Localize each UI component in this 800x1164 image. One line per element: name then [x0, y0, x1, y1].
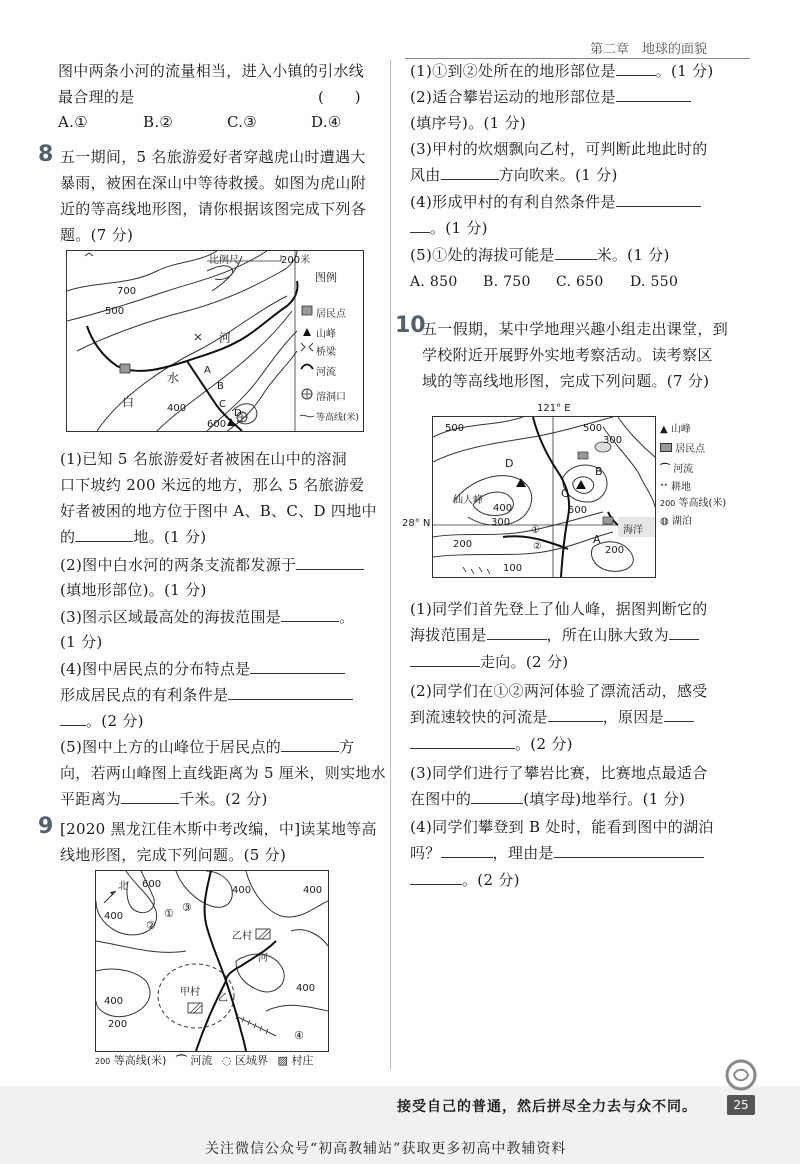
q9-3-blank[interactable] — [441, 165, 499, 180]
q10-label-300a: 300 — [603, 435, 623, 446]
q9-4-suffix: 。(1 分) — [430, 219, 488, 237]
q9-3-line1: (3)甲村的炊烟飘向乙村，可判断此地此时的 — [410, 140, 708, 158]
q8-label-700: 700 — [117, 286, 137, 297]
q9-label-yicun: 乙村 — [232, 931, 252, 942]
q9-5-prefix: (5)①处的海拔可能是 — [410, 246, 555, 264]
q10-2-blank3[interactable] — [410, 734, 515, 749]
q10-legend-settlement-icon — [660, 443, 672, 452]
q10-label-2: ② — [533, 541, 542, 552]
q8-5-blank2[interactable] — [121, 789, 179, 804]
q7-option-b: B.② — [143, 113, 174, 131]
q10-legend-farmland: 耕地 — [670, 482, 691, 493]
q8-5-line1 — [60, 736, 354, 757]
q9-label-jiacun: 甲村 — [180, 987, 200, 998]
q10-legend — [660, 420, 750, 528]
q8-legend-bridge: 桥梁 — [316, 347, 336, 358]
q9-3-line2 — [410, 164, 618, 185]
q8-1-line4 — [60, 526, 206, 547]
q9-5-blank[interactable] — [555, 245, 597, 260]
q8-number: 8 — [38, 142, 54, 167]
q10-1-blank1[interactable] — [487, 625, 547, 640]
q8-3-suffix: 。 — [339, 608, 355, 626]
q8-legend-cave: 溶洞口 — [316, 392, 346, 403]
q10-label-1: ① — [531, 525, 540, 536]
q9-label-yi: 乙 — [218, 993, 228, 1004]
q10-label-ocean: 海洋 — [623, 525, 643, 536]
q8-intro-4: 题。(7 分) — [60, 226, 134, 244]
q10-label-100: 100 — [503, 563, 523, 574]
q9-label-400e: 400 — [296, 983, 316, 994]
q10-2-line2 — [410, 706, 694, 727]
q8-contour-map — [66, 250, 364, 432]
q8-4-blank2[interactable] — [228, 685, 353, 700]
q10-legend-lake-icon: ◍ — [660, 516, 669, 527]
q10-legend-farmland-icon: ᐩᐩ — [660, 482, 668, 493]
q10-4-suffix: 。(2 分) — [462, 871, 520, 889]
q8-intro-2: 暴雨，被困在深山中等待救援。如图为虎山附 — [60, 174, 367, 192]
q10-legend-river-icon: ⌒ — [660, 464, 670, 475]
page-number: 25 — [727, 1095, 755, 1115]
q10-3-line2 — [410, 788, 685, 809]
q10-2-line3 — [410, 733, 573, 754]
q8-scale-value: 200米 — [281, 255, 311, 266]
q10-1-suffix: 走向。(2 分) — [480, 653, 569, 671]
q8-intro-3: 近的等高线地形图，请你根据该图完成下列各 — [60, 200, 367, 218]
q8-label-bai: 白 — [122, 395, 135, 409]
q10-1-line2 — [410, 624, 699, 645]
q8-legend-title: 图例 — [315, 271, 337, 284]
q9-1-blank[interactable] — [616, 61, 656, 76]
q8-5-mid: 平距离为 — [60, 790, 122, 808]
q9-contour-map — [95, 870, 329, 1052]
q9-3-prefix: 风由 — [410, 166, 441, 184]
q10-4-blank1[interactable] — [441, 843, 493, 858]
q8-1-line1: (1)已知 5 名旅游爱好者被困在山中的溶洞 — [60, 450, 347, 468]
q8-legend-contour: 等高线(米) — [316, 413, 360, 423]
q10-3-blank[interactable] — [471, 789, 523, 804]
q8-4-line1 — [60, 658, 345, 679]
q8-3-prefix: (3)图示区域最高处的海拔范围是 — [60, 608, 282, 626]
q8-3-line2: (1 分) — [60, 633, 103, 651]
chapter-header: 第二章 地球的面貌 — [590, 42, 708, 57]
q9-legend-boundary: 区域界 — [234, 1054, 268, 1067]
q8-intro-1: 五一期间，5 名旅游爱好者穿越虎山时遭遇大 — [60, 148, 366, 166]
q10-1-line1: (1)同学们首先登上了仙人峰，据图判断它的 — [410, 600, 708, 618]
q9-label-400d: 400 — [104, 996, 124, 1007]
q8-label-d: D — [234, 408, 242, 419]
q10-lat: 28° N — [402, 518, 431, 529]
q10-label-500c: 500 — [568, 505, 588, 516]
q8-5-dir: 方 — [339, 738, 355, 756]
q10-4-blank2[interactable] — [554, 843, 704, 858]
q10-3-suffix: (填字母)地举行。(1 分) — [523, 790, 686, 808]
q9-4-blank2[interactable] — [410, 218, 430, 233]
q10-label-500b: 500 — [583, 423, 603, 434]
q8-label-shui: 水 — [167, 371, 180, 385]
q9-5-option-b: B. 750 — [483, 274, 531, 290]
q10-label-a: A — [593, 533, 601, 546]
q9-label-2: ② — [146, 919, 156, 932]
q10-legend-river: 河流 — [673, 464, 694, 475]
q8-4-blank3[interactable] — [60, 711, 86, 726]
q8-1-prefix: 的 — [60, 528, 76, 546]
q9-label-3: ③ — [182, 901, 192, 914]
q9-legend-num: 200 — [95, 1057, 111, 1066]
q10-legend-contour-row — [660, 494, 750, 512]
q9-legend-river-icon: ⌒ — [175, 1054, 187, 1067]
q9-label-4: ④ — [294, 1029, 304, 1042]
q10-2-suffix: 。(2 分) — [515, 735, 573, 753]
q9-1-line — [410, 60, 714, 81]
q10-4-blank3[interactable] — [410, 870, 462, 885]
q9-3-suffix: 方向吹来。(1 分) — [498, 166, 618, 184]
q10-legend-lake: 湖泊 — [671, 516, 692, 527]
q8-2-line1 — [60, 554, 364, 575]
q10-legend-farmland-row — [660, 478, 750, 494]
q7-option-a: A.① — [58, 113, 88, 131]
q8-legend-river: 河流 — [316, 367, 336, 378]
q7-line1: 图中两条小河的流量相当，进入小镇的引水线 — [58, 62, 365, 80]
q8-5-suffix: 千米。(2 分) — [179, 790, 268, 808]
q10-legend-contour: 等高线(米) — [678, 498, 727, 509]
q9-2-blank[interactable] — [616, 87, 691, 102]
q8-legend-peak: 山峰 — [316, 329, 336, 340]
q8-label-400: 400 — [167, 403, 187, 414]
motto: 接受自己的普通，然后拼尽全力去与众不同。 — [397, 1099, 697, 1115]
q10-4-line3 — [410, 869, 520, 890]
q9-label-400b: 400 — [232, 885, 252, 896]
q10-1-prefix: 海拔范围是 — [410, 626, 487, 644]
q8-scale-label: 比例尺 — [209, 255, 239, 266]
q10-label-200b: 200 — [605, 545, 625, 556]
q10-legend-lake-row — [660, 512, 750, 528]
header-rule — [405, 58, 750, 59]
q8-1-line3: 好者被困的地方位于图中 A、B、C、D 四地中 — [60, 502, 377, 520]
q8-label-600: 600 — [207, 419, 227, 430]
q9-number: 9 — [38, 814, 54, 839]
q10-1-blank3[interactable] — [410, 652, 480, 667]
column-divider — [390, 60, 391, 1070]
q10-1-line3 — [410, 651, 568, 672]
q8-4-blank1[interactable] — [250, 659, 345, 674]
q8-label-he: 河 — [219, 331, 232, 345]
q10-1-blank2[interactable] — [669, 625, 699, 640]
q10-legend-peak-row — [660, 420, 750, 440]
q9-north: 北 — [118, 881, 128, 892]
q9-label-400a: 400 — [104, 911, 124, 922]
q8-label-c: C — [219, 399, 226, 410]
q10-intro-1: 五一假期，某中学地理兴趣小组走出课堂，到 — [422, 320, 729, 338]
q10-2-prefix: 到流速较快的河流是 — [410, 708, 548, 726]
q9-4-line1 — [410, 191, 701, 212]
q8-1-line2: 口下坡约 200 米远的地方，那么 5 名旅游爱 — [60, 476, 365, 494]
q9-4-prefix: (4)形成甲村的有利自然条件是 — [410, 193, 616, 211]
q9-2-line2: (填序号)。(1 分) — [410, 114, 527, 132]
q9-intro-2: 线地形图，完成下列问题。(5 分) — [60, 846, 287, 864]
q8-5-line3 — [60, 788, 268, 809]
q10-4-line1: (4)同学们攀登到 B 处时，能看到图中的湖泊 — [410, 818, 714, 836]
q10-contour-map — [432, 416, 656, 578]
q9-5-option-d: D. 550 — [630, 274, 679, 290]
publisher-logo-icon — [724, 1058, 758, 1092]
q9-label-he: 河 — [258, 953, 268, 964]
footer-notice: 关注微信公众号“初高教辅站”获取更多初高中教辅资料 — [205, 1141, 567, 1157]
q10-label-300b: 300 — [491, 517, 511, 528]
q10-4-mid: ，理由是 — [492, 844, 554, 862]
q10-4-line2 — [410, 842, 704, 863]
q10-label-b: B — [595, 465, 603, 478]
q10-legend-settlement: 居民点 — [675, 444, 706, 455]
q10-number: 10 — [395, 313, 426, 338]
q10-label-xianren: 仙人峰 — [453, 495, 483, 506]
q8-legend-settlement: 居民点 — [316, 309, 346, 320]
q8-2-line2: (填地形部位)。(1 分) — [60, 581, 207, 599]
q10-label-c: C — [561, 487, 569, 500]
q9-5-suffix: 米。(1 分) — [596, 246, 670, 264]
q8-1-suffix: 地。(1 分) — [133, 528, 207, 546]
q7-option-d: D.④ — [311, 113, 342, 131]
q9-1-suffix: 。(1 分) — [655, 62, 714, 80]
q8-label-a: A — [204, 365, 211, 376]
q10-2-blank1[interactable] — [548, 707, 603, 722]
q10-4-prefix: 吗？ — [410, 844, 441, 862]
q9-5-line — [410, 244, 670, 265]
q8-4-line2 — [60, 684, 353, 705]
q9-4-blank1[interactable] — [616, 192, 701, 207]
q8-5-line2: 向，若两山峰图上直线距离为 5 厘米，则实地水 — [60, 764, 386, 782]
q7-line2: 最合理的是 — [58, 88, 135, 106]
q9-label-400c: 400 — [303, 885, 323, 896]
q9-legend-contour: 等高线(米) — [113, 1054, 167, 1067]
q8-4-prefix: (4)图中居民点的分布特点是 — [60, 660, 251, 678]
q9-legend-village: 村庄 — [291, 1054, 314, 1067]
q8-3-blank[interactable] — [281, 607, 339, 622]
q9-label-600: 600 — [142, 879, 162, 890]
q8-5-blank1[interactable] — [281, 737, 339, 752]
q9-label-200: 200 — [108, 1019, 128, 1030]
q8-2-blank[interactable] — [296, 555, 364, 570]
q9-5-option-a: A. 850 — [410, 274, 458, 290]
q8-4-suffix: 。(2 分) — [86, 712, 144, 730]
q9-intro-1: [2020 黑龙江佳木斯中考改编，中]读某地等高 — [60, 820, 377, 838]
q10-legend-num: 200 — [660, 499, 676, 508]
q8-1-blank[interactable] — [75, 527, 133, 542]
q10-label-400: 400 — [493, 503, 513, 514]
q9-legend-boundary-icon: ◌ — [221, 1054, 232, 1067]
q10-2-blank2[interactable] — [664, 707, 694, 722]
q10-legend-peak: 山峰 — [670, 424, 691, 435]
q10-3-prefix: 在图中的 — [410, 790, 472, 808]
q10-label-200a: 200 — [453, 539, 473, 550]
q9-4-line2 — [410, 217, 488, 238]
q10-3-line1: (3)同学们进行了攀岩比赛，比赛地点最适合 — [410, 764, 708, 782]
q10-legend-river-row — [660, 460, 750, 478]
q7-paren: ( ) — [318, 88, 361, 106]
q9-legend-river: 河流 — [190, 1054, 213, 1067]
q7-option-c: C.③ — [227, 113, 258, 131]
q10-2-mid: ，原因是 — [602, 708, 664, 726]
q9-5-option-c: C. 650 — [556, 274, 604, 290]
q8-label-b: B — [217, 381, 224, 392]
q10-intro-3: 域的等高线地形图，完成下列问题。(7 分) — [422, 372, 710, 390]
q9-label-1: ① — [164, 907, 174, 920]
q10-legend-peak-icon: ▲ — [660, 424, 668, 435]
q10-intro-2: 学校附近开展野外实地考察活动。读考察区 — [422, 346, 713, 364]
q8-label-500: 500 — [105, 306, 125, 317]
q8-4-line3 — [60, 710, 144, 731]
q8-3-line1 — [60, 606, 354, 627]
q10-1-mid: ，所在山脉大致为 — [546, 626, 669, 644]
q8-4-mid: 形成居民点的有利条件是 — [60, 686, 229, 704]
q9-2-prefix: (2)适合攀岩运动的地形部位是 — [410, 88, 616, 106]
q9-legend-village-icon: ▨ — [277, 1054, 288, 1067]
q8-5-prefix: (5)图中上方的山峰位于居民点的 — [60, 738, 282, 756]
q9-2-line1 — [410, 86, 691, 107]
q10-label-d: D — [505, 457, 514, 470]
q9-legend-row — [95, 1052, 313, 1068]
q10-legend-settlement-row — [660, 440, 750, 460]
q10-lon: 121° E — [537, 403, 571, 414]
q9-1-prefix: (1)①到②处所在的地形部位是 — [410, 62, 616, 80]
q10-2-line1: (2)同学们在①②两河体验了漂流活动，感受 — [410, 682, 708, 700]
q8-2-prefix: (2)图中白水河的两条支流都发源于 — [60, 556, 297, 574]
q10-label-500a: 500 — [445, 423, 465, 434]
